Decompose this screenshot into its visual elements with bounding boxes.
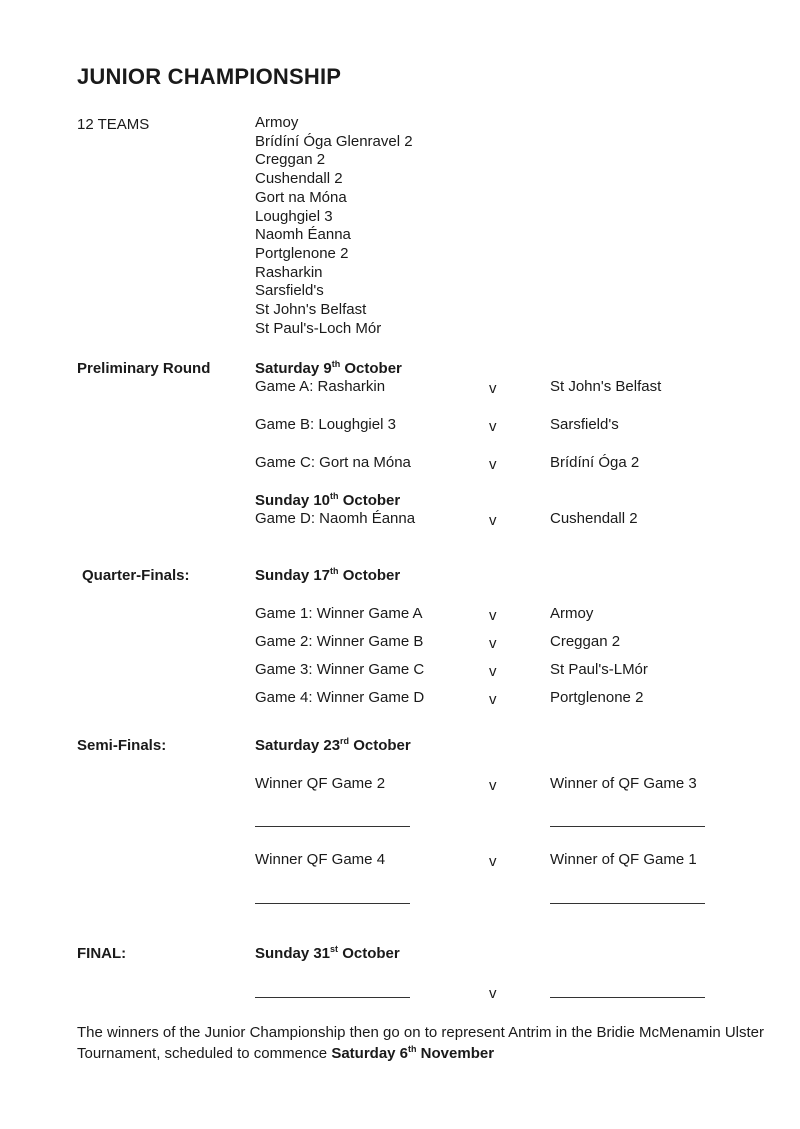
qf-game-3: Game 3: Winner Game C — [255, 661, 425, 678]
versus: v — [489, 691, 497, 708]
date-day: Sunday 17 — [255, 567, 331, 584]
qf-game-4: Game 4: Winner Game D — [255, 689, 425, 706]
sf-game-2: Winner QF Game 4 — [255, 851, 386, 868]
semi-finals-label: Semi-Finals: — [77, 737, 167, 754]
date-month: October — [338, 492, 401, 509]
teams-label: 12 TEAMS — [77, 116, 150, 133]
team-item: St Paul's-Loch Mór — [255, 319, 382, 337]
team-item: St John's Belfast — [255, 301, 367, 319]
date-suffix: th — [408, 1044, 417, 1054]
versus: v — [489, 777, 497, 794]
date-day: Sunday 10 — [255, 492, 331, 509]
qf-game-1-opponent: Armoy — [550, 605, 594, 622]
final-date — [255, 945, 400, 963]
qf-game-2: Game 2: Winner Game B — [255, 633, 424, 650]
preliminary-date-2 — [255, 492, 400, 510]
date-month: October — [338, 567, 401, 584]
qf-game-2-opponent: Creggan 2 — [550, 633, 621, 650]
versus: v — [489, 853, 497, 870]
date-suffix: th — [330, 566, 339, 576]
team-item: Sarsfield's — [255, 282, 324, 300]
quarter-finals-label: Quarter-Finals: — [82, 567, 190, 584]
team-item: Armoy — [255, 114, 299, 131]
team-item: Rasharkin — [255, 263, 323, 281]
versus: v — [489, 607, 497, 624]
qf-game-3-opponent: St Paul's-LMór — [550, 661, 648, 678]
date-day: Saturday 23 — [255, 737, 341, 754]
versus: v — [489, 663, 497, 680]
game-a: Game A: Rasharkin — [255, 378, 386, 395]
game-a-opponent: St John's Belfast — [550, 378, 662, 395]
semi-finals-date — [255, 737, 411, 755]
footer-text: The winners of the Junior Championship then go on to represent Antrim in the Bridie McMenamin Ulster Tournament, scheduled to commence — [77, 1024, 765, 1062]
date-month: October — [338, 945, 400, 962]
date-month: October — [340, 360, 402, 377]
qf-game-1: Game 1: Winner Game A — [255, 605, 423, 622]
final-label: FINAL: — [77, 945, 127, 962]
sf-game-2-opponent: Winner of QF Game 1 — [550, 851, 697, 868]
result-blank-line — [255, 903, 410, 904]
game-d: Game D: Naomh Éanna — [255, 510, 416, 527]
quarter-finals-date — [255, 567, 400, 585]
footer-date — [331, 1045, 494, 1062]
final-blank-line — [550, 997, 705, 998]
team-item: Naomh Éanna — [255, 226, 351, 244]
date-day: Saturday 9 — [255, 360, 332, 377]
game-d-opponent: Cushendall 2 — [550, 510, 638, 527]
versus: v — [489, 418, 497, 435]
sf-game-1: Winner QF Game 2 — [255, 775, 386, 792]
date-month: November — [416, 1045, 495, 1062]
game-c-opponent: Brídíní Óga 2 — [550, 454, 640, 471]
footer-note — [77, 1022, 797, 1064]
team-item: Creggan 2 — [255, 151, 326, 169]
team-item: Cushendall 2 — [255, 170, 343, 188]
date-suffix: th — [331, 359, 341, 369]
versus: v — [489, 635, 497, 652]
page-title: JUNIOR CHAMPIONSHIP — [77, 64, 342, 89]
result-blank-line — [255, 826, 410, 827]
result-blank-line — [550, 903, 705, 904]
team-item: Portglenone 2 — [255, 244, 349, 262]
game-b: Game B: Loughgiel 3 — [255, 416, 396, 433]
date-day: Saturday 6 — [331, 1045, 409, 1062]
teams-list — [255, 114, 413, 338]
date-suffix: th — [330, 491, 339, 501]
game-b-opponent: Sarsfield's — [550, 416, 619, 433]
versus: v — [489, 380, 497, 397]
result-blank-line — [550, 826, 705, 827]
versus: v — [489, 985, 497, 1002]
sf-game-1-opponent: Winner of QF Game 3 — [550, 775, 697, 792]
preliminary-round-label: Preliminary Round — [77, 360, 211, 377]
qf-game-4-opponent: Portglenone 2 — [550, 689, 644, 706]
game-c: Game C: Gort na Móna — [255, 454, 411, 471]
team-item: Gort na Móna — [255, 188, 347, 206]
preliminary-date-1 — [255, 360, 402, 378]
date-suffix: rd — [340, 736, 350, 746]
final-blank-line — [255, 997, 410, 998]
date-suffix: st — [330, 944, 339, 954]
date-day: Sunday 31 — [255, 945, 331, 962]
team-item: Loughgiel 3 — [255, 207, 333, 225]
versus: v — [489, 512, 497, 529]
team-item: Brídíní Óga Glenravel 2 — [255, 132, 413, 150]
date-month: October — [349, 737, 411, 754]
versus: v — [489, 456, 497, 473]
